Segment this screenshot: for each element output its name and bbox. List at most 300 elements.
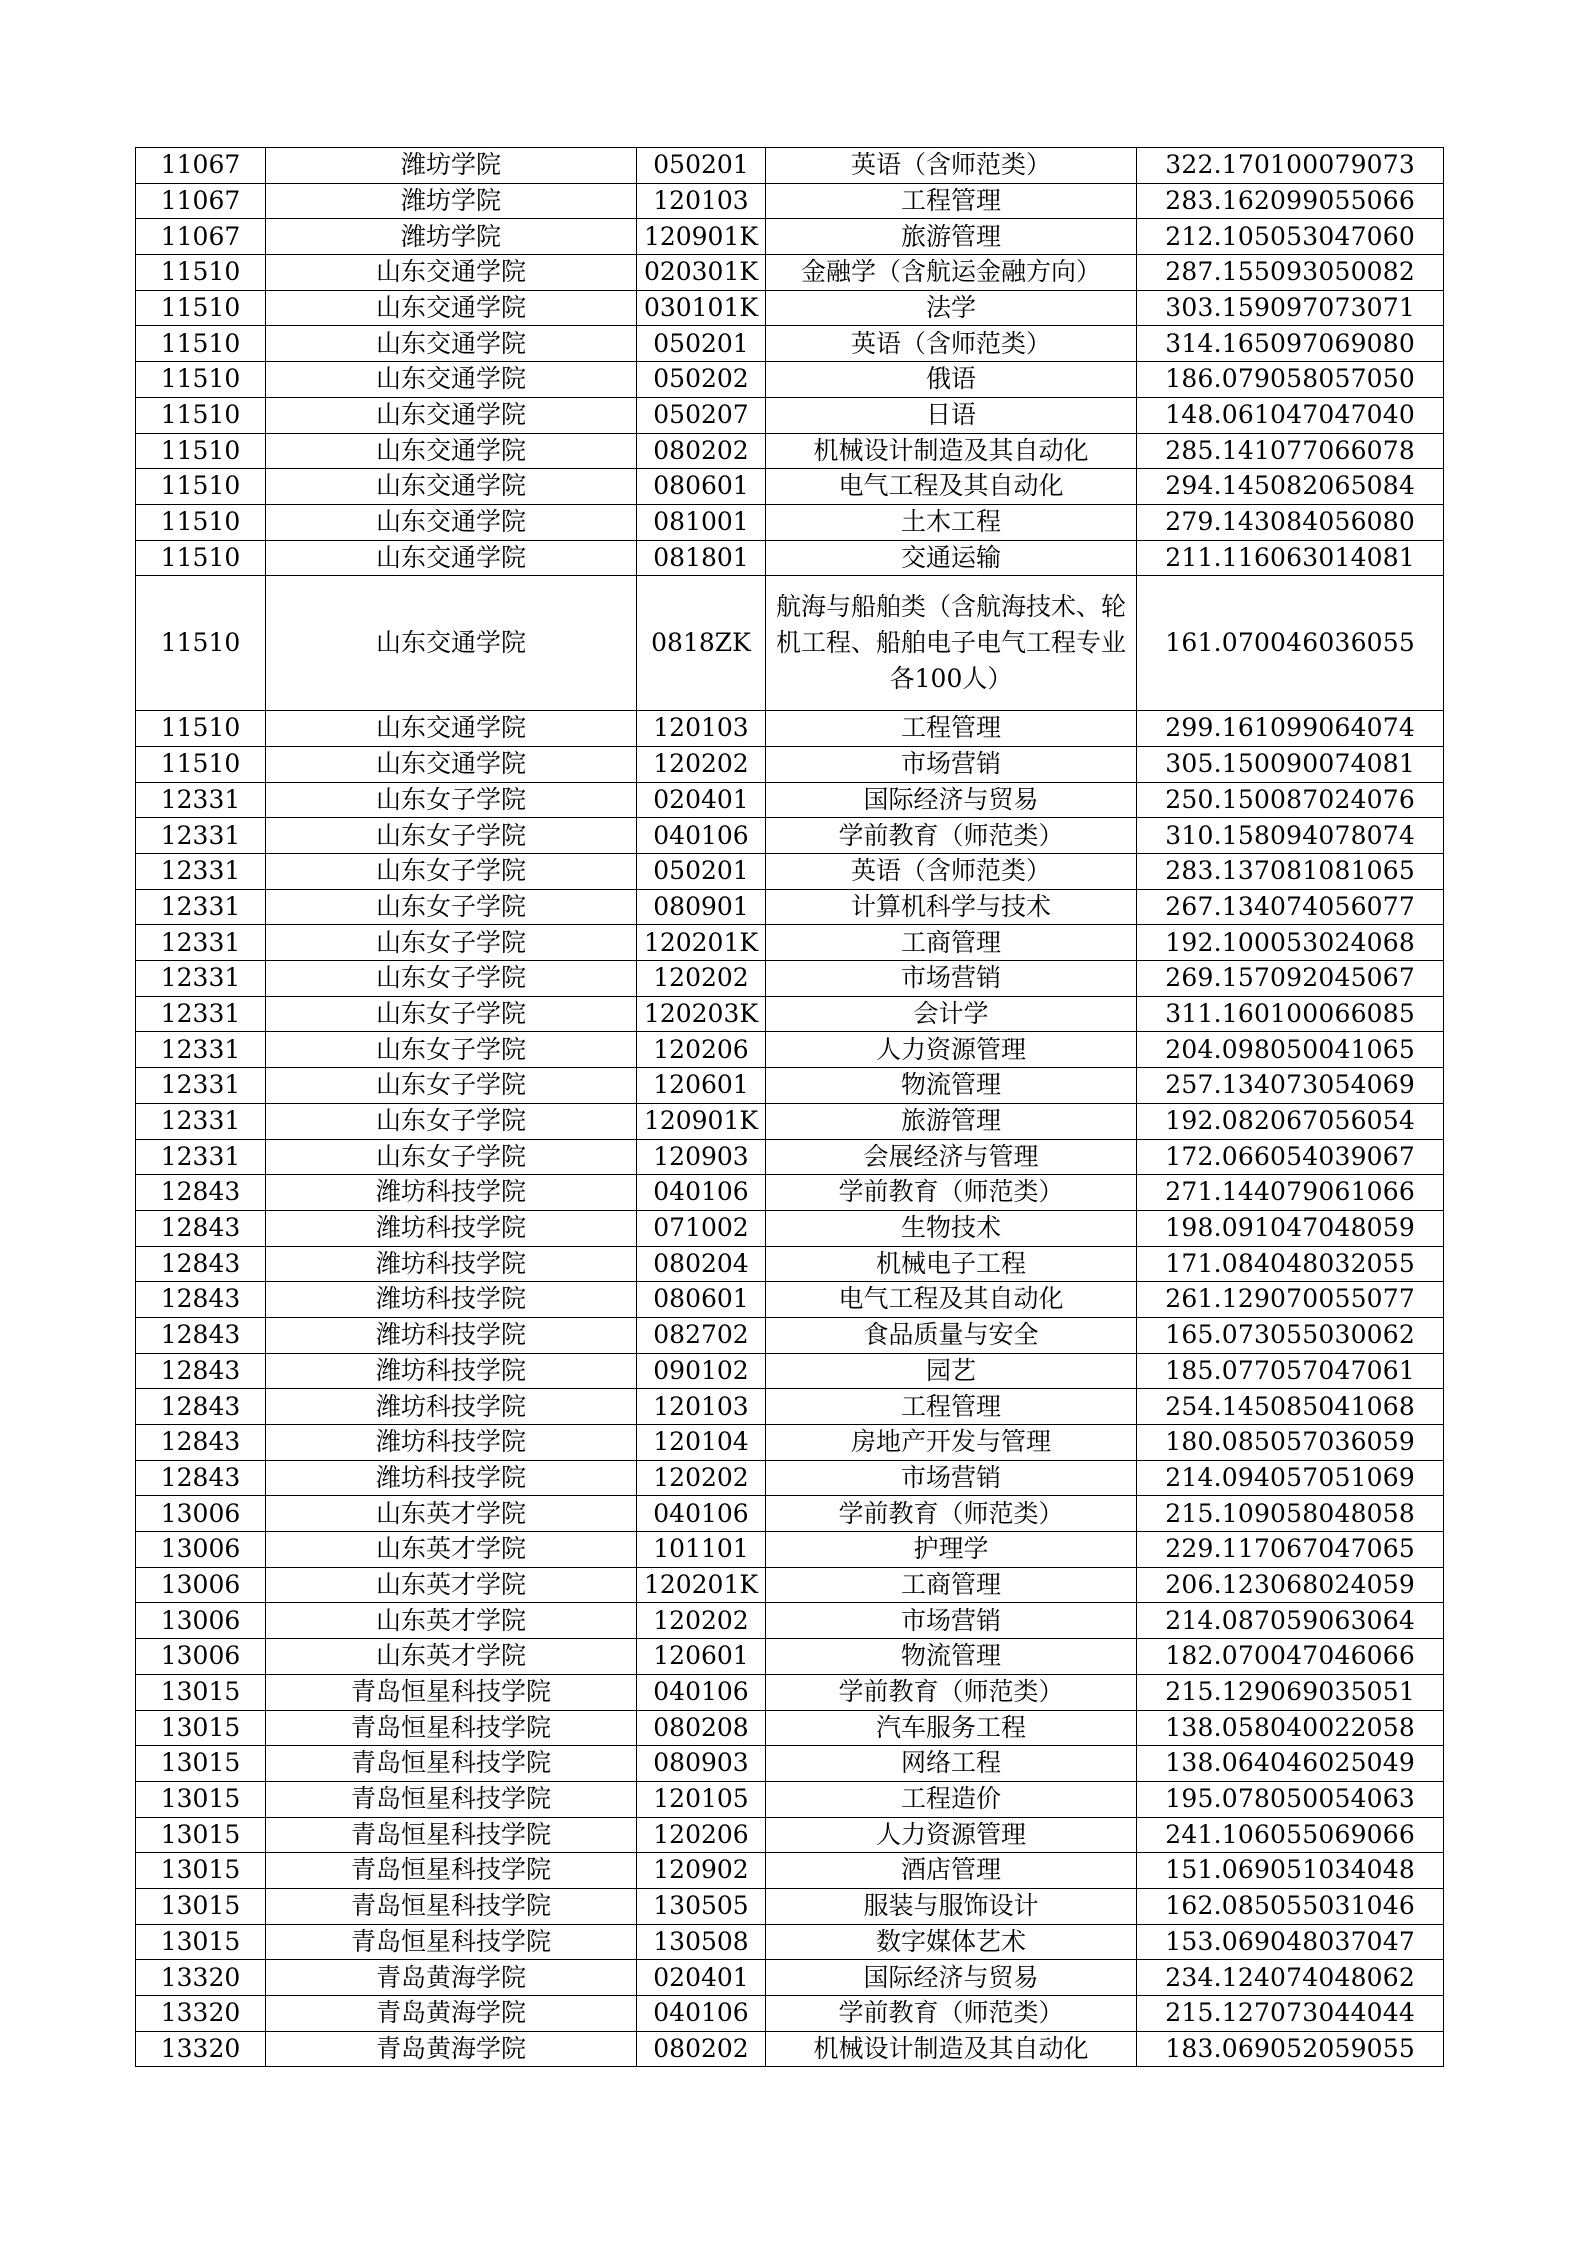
school-code-cell: 11510 [136,469,266,505]
major-name-cell: 英语（含师范类） [766,148,1137,184]
score-cell: 171.084048032055 [1137,1246,1444,1282]
table-row [136,1496,1444,1532]
score-cell: 229.117067047065 [1137,1532,1444,1568]
major-name-cell: 汽车服务工程 [766,1710,1137,1746]
major-name-cell: 工商管理 [766,1567,1137,1603]
major-code-cell: 020401 [637,782,766,818]
school-code-cell: 12331 [136,1068,266,1104]
table-row [136,1389,1444,1425]
major-code-cell: 120901K [637,219,766,255]
school-name-cell: 山东交通学院 [266,746,637,782]
school-code-cell: 12843 [136,1282,266,1318]
school-code-cell: 12331 [136,818,266,854]
school-code-cell: 12843 [136,1317,266,1353]
major-code-cell: 080202 [637,2031,766,2067]
score-cell: 206.123068024059 [1137,1567,1444,1603]
table-row [136,1532,1444,1568]
major-name-cell: 房地产开发与管理 [766,1425,1137,1461]
score-cell: 214.087059063064 [1137,1603,1444,1639]
school-name-cell: 山东英才学院 [266,1567,637,1603]
major-name-cell: 物流管理 [766,1639,1137,1675]
school-name-cell: 山东女子学院 [266,925,637,961]
school-name-cell: 青岛恒星科技学院 [266,1674,637,1710]
school-code-cell: 11510 [136,433,266,469]
score-cell: 267.134074056077 [1137,889,1444,925]
score-cell: 311.160100066085 [1137,996,1444,1032]
table-row [136,255,1444,291]
school-code-cell: 13006 [136,1532,266,1568]
major-name-cell: 机械设计制造及其自动化 [766,433,1137,469]
table-row [136,504,1444,540]
major-code-cell: 120902 [637,1853,766,1889]
major-code-cell: 040106 [637,1674,766,1710]
table-row [136,711,1444,747]
score-cell: 198.091047048059 [1137,1210,1444,1246]
school-name-cell: 潍坊科技学院 [266,1389,637,1425]
school-code-cell: 12331 [136,854,266,890]
score-cell: 151.069051034048 [1137,1853,1444,1889]
major-name-cell: 英语（含师范类） [766,854,1137,890]
major-name-cell: 学前教育（师范类） [766,1496,1137,1532]
score-cell: 294.145082065084 [1137,469,1444,505]
score-cell: 261.129070055077 [1137,1282,1444,1318]
major-code-cell: 080601 [637,1282,766,1318]
school-name-cell: 青岛恒星科技学院 [266,1817,637,1853]
school-name-cell: 山东交通学院 [266,433,637,469]
major-code-cell: 080901 [637,889,766,925]
school-code-cell: 13015 [136,1746,266,1782]
school-code-cell: 12843 [136,1353,266,1389]
major-name-cell: 会计学 [766,996,1137,1032]
major-name-cell: 国际经济与贸易 [766,1960,1137,1996]
score-cell: 250.150087024076 [1137,782,1444,818]
school-code-cell: 13320 [136,1996,266,2032]
table-row [136,1960,1444,1996]
score-cell: 254.145085041068 [1137,1389,1444,1425]
school-code-cell: 12843 [136,1389,266,1425]
school-code-cell: 13015 [136,1710,266,1746]
score-cell: 215.129069035051 [1137,1674,1444,1710]
school-code-cell: 12331 [136,961,266,997]
major-name-cell: 物流管理 [766,1068,1137,1104]
table-row [136,433,1444,469]
table-row [136,1425,1444,1461]
school-code-cell: 13015 [136,1674,266,1710]
school-code-cell: 11510 [136,290,266,326]
major-code-cell: 080204 [637,1246,766,1282]
major-name-cell: 护理学 [766,1532,1137,1568]
school-name-cell: 山东女子学院 [266,1103,637,1139]
school-code-cell: 11510 [136,326,266,362]
school-name-cell: 青岛恒星科技学院 [266,1710,637,1746]
school-code-cell: 11510 [136,576,266,711]
score-cell: 299.161099064074 [1137,711,1444,747]
major-code-cell: 050201 [637,148,766,184]
score-cell: 148.061047047040 [1137,397,1444,433]
score-cell: 165.073055030062 [1137,1317,1444,1353]
major-code-cell: 050207 [637,397,766,433]
school-name-cell: 山东交通学院 [266,540,637,576]
score-cell: 138.058040022058 [1137,1710,1444,1746]
major-code-cell: 120103 [637,1389,766,1425]
score-cell: 214.094057051069 [1137,1460,1444,1496]
school-name-cell: 山东女子学院 [266,818,637,854]
major-code-cell: 082702 [637,1317,766,1353]
admission-score-table [135,147,1444,2067]
school-name-cell: 山东交通学院 [266,397,637,433]
table-row [136,854,1444,890]
major-code-cell: 120203K [637,996,766,1032]
major-name-cell: 生物技术 [766,1210,1137,1246]
major-name-cell: 学前教育（师范类） [766,1674,1137,1710]
major-name-cell: 计算机科学与技术 [766,889,1137,925]
score-cell: 138.064046025049 [1137,1746,1444,1782]
table-row [136,1210,1444,1246]
table-row [136,1317,1444,1353]
score-cell: 192.100053024068 [1137,925,1444,961]
score-cell: 212.105053047060 [1137,219,1444,255]
major-name-cell: 交通运输 [766,540,1137,576]
score-cell: 314.165097069080 [1137,326,1444,362]
school-name-cell: 潍坊科技学院 [266,1175,637,1211]
major-code-cell: 050202 [637,362,766,398]
major-name-cell: 市场营销 [766,1603,1137,1639]
major-code-cell: 120104 [637,1425,766,1461]
school-code-cell: 12331 [136,1103,266,1139]
major-code-cell: 120103 [637,183,766,219]
school-name-cell: 青岛恒星科技学院 [266,1781,637,1817]
major-name-cell: 电气工程及其自动化 [766,1282,1137,1318]
score-cell: 310.158094078074 [1137,818,1444,854]
major-name-cell: 市场营销 [766,1460,1137,1496]
school-name-cell: 山东英才学院 [266,1639,637,1675]
school-code-cell: 12843 [136,1175,266,1211]
major-name-cell: 人力资源管理 [766,1032,1137,1068]
major-code-cell: 030101K [637,290,766,326]
table-row [136,1781,1444,1817]
score-cell: 162.085055031046 [1137,1888,1444,1924]
major-name-cell: 工程造价 [766,1781,1137,1817]
school-code-cell: 13320 [136,1960,266,1996]
major-code-cell: 040106 [637,1496,766,1532]
school-name-cell: 青岛黄海学院 [266,2031,637,2067]
school-code-cell: 12843 [136,1460,266,1496]
school-name-cell: 山东女子学院 [266,1139,637,1175]
school-code-cell: 12331 [136,1032,266,1068]
school-name-cell: 山东交通学院 [266,255,637,291]
table-row [136,1567,1444,1603]
major-code-cell: 120202 [637,961,766,997]
score-cell: 211.116063014081 [1137,540,1444,576]
table-row [136,1460,1444,1496]
table-row [136,1246,1444,1282]
major-code-cell: 080208 [637,1710,766,1746]
major-name-cell: 学前教育（师范类） [766,1175,1137,1211]
major-name-cell: 机械电子工程 [766,1246,1137,1282]
major-code-cell: 101101 [637,1532,766,1568]
table-row [136,925,1444,961]
table-row [136,1924,1444,1960]
school-name-cell: 山东英才学院 [266,1532,637,1568]
major-code-cell: 081001 [637,504,766,540]
table-row [136,1888,1444,1924]
school-name-cell: 山东交通学院 [266,469,637,505]
score-cell: 234.124074048062 [1137,1960,1444,1996]
major-name-cell: 服装与服饰设计 [766,1888,1137,1924]
score-cell: 195.078050054063 [1137,1781,1444,1817]
table-row [136,183,1444,219]
table-row [136,889,1444,925]
school-code-cell: 13006 [136,1567,266,1603]
school-name-cell: 山东女子学院 [266,996,637,1032]
major-code-cell: 120206 [637,1032,766,1068]
school-name-cell: 潍坊科技学院 [266,1246,637,1282]
table-row [136,397,1444,433]
major-code-cell: 071002 [637,1210,766,1246]
major-name-cell: 旅游管理 [766,219,1137,255]
school-code-cell: 13015 [136,1924,266,1960]
table-row [136,469,1444,505]
table-body [136,148,1444,2067]
major-name-cell: 市场营销 [766,961,1137,997]
school-name-cell: 青岛黄海学院 [266,1996,637,2032]
school-code-cell: 11510 [136,504,266,540]
table-row [136,961,1444,997]
major-code-cell: 120202 [637,1460,766,1496]
school-code-cell: 11510 [136,711,266,747]
school-name-cell: 青岛黄海学院 [266,1960,637,1996]
school-code-cell: 12331 [136,996,266,1032]
school-code-cell: 11067 [136,219,266,255]
major-code-cell: 120201K [637,1567,766,1603]
major-code-cell: 120105 [637,1781,766,1817]
school-code-cell: 12331 [136,782,266,818]
school-code-cell: 12331 [136,925,266,961]
school-name-cell: 青岛恒星科技学院 [266,1888,637,1924]
score-cell: 257.134073054069 [1137,1068,1444,1104]
score-cell: 287.155093050082 [1137,255,1444,291]
school-name-cell: 潍坊科技学院 [266,1282,637,1318]
major-code-cell: 120903 [637,1139,766,1175]
table-row [136,1746,1444,1782]
score-cell: 303.159097073071 [1137,290,1444,326]
school-code-cell: 12331 [136,1139,266,1175]
school-code-cell: 13320 [136,2031,266,2067]
major-name-cell: 土木工程 [766,504,1137,540]
score-cell: 204.098050041065 [1137,1032,1444,1068]
table-row [136,746,1444,782]
major-name-cell: 电气工程及其自动化 [766,469,1137,505]
score-cell: 180.085057036059 [1137,1425,1444,1461]
school-code-cell: 11510 [136,397,266,433]
major-name-cell: 工程管理 [766,711,1137,747]
school-name-cell: 青岛恒星科技学院 [266,1853,637,1889]
table-row [136,1710,1444,1746]
school-name-cell: 山东女子学院 [266,889,637,925]
table-row [136,1103,1444,1139]
major-name-cell: 日语 [766,397,1137,433]
school-code-cell: 11510 [136,362,266,398]
school-code-cell: 12843 [136,1246,266,1282]
table-row [136,1068,1444,1104]
school-name-cell: 山东女子学院 [266,1032,637,1068]
school-code-cell: 13006 [136,1496,266,1532]
major-name-cell: 市场营销 [766,746,1137,782]
school-name-cell: 潍坊科技学院 [266,1210,637,1246]
school-name-cell: 潍坊学院 [266,148,637,184]
major-name-cell: 园艺 [766,1353,1137,1389]
score-cell: 283.137081081065 [1137,854,1444,890]
major-name-cell: 航海与船舶类（含航海技术、轮机工程、船舶电子电气工程专业各100人） [766,576,1137,711]
school-name-cell: 山东交通学院 [266,504,637,540]
school-code-cell: 11067 [136,148,266,184]
major-code-cell: 080202 [637,433,766,469]
major-code-cell: 120206 [637,1817,766,1853]
score-cell: 182.070047046066 [1137,1639,1444,1675]
major-name-cell: 学前教育（师范类） [766,818,1137,854]
major-name-cell: 机械设计制造及其自动化 [766,2031,1137,2067]
major-code-cell: 040106 [637,1175,766,1211]
school-name-cell: 潍坊科技学院 [266,1353,637,1389]
major-code-cell: 120901K [637,1103,766,1139]
table-row [136,326,1444,362]
school-name-cell: 山东英才学院 [266,1496,637,1532]
table-row [136,1139,1444,1175]
table-row [136,540,1444,576]
major-code-cell: 130505 [637,1888,766,1924]
table-row [136,290,1444,326]
major-code-cell: 120103 [637,711,766,747]
school-code-cell: 11067 [136,183,266,219]
major-name-cell: 国际经济与贸易 [766,782,1137,818]
score-cell: 322.170100079073 [1137,148,1444,184]
major-name-cell: 酒店管理 [766,1853,1137,1889]
school-name-cell: 山东交通学院 [266,290,637,326]
major-name-cell: 食品质量与安全 [766,1317,1137,1353]
school-code-cell: 13006 [136,1639,266,1675]
score-cell: 269.157092045067 [1137,961,1444,997]
major-code-cell: 080601 [637,469,766,505]
major-code-cell: 081801 [637,540,766,576]
school-code-cell: 13015 [136,1888,266,1924]
school-name-cell: 山东交通学院 [266,326,637,362]
major-code-cell: 080903 [637,1746,766,1782]
score-cell: 279.143084056080 [1137,504,1444,540]
school-code-cell: 13015 [136,1853,266,1889]
school-code-cell: 11510 [136,746,266,782]
score-cell: 285.141077066078 [1137,433,1444,469]
table-row [136,362,1444,398]
major-code-cell: 130508 [637,1924,766,1960]
school-name-cell: 山东交通学院 [266,711,637,747]
score-cell: 161.070046036055 [1137,576,1444,711]
table-row [136,1603,1444,1639]
school-name-cell: 山东英才学院 [266,1603,637,1639]
major-name-cell: 工商管理 [766,925,1137,961]
major-name-cell: 法学 [766,290,1137,326]
major-name-cell: 旅游管理 [766,1103,1137,1139]
table-row [136,148,1444,184]
score-cell: 153.069048037047 [1137,1924,1444,1960]
major-code-cell: 020401 [637,1960,766,1996]
school-name-cell: 潍坊科技学院 [266,1460,637,1496]
school-code-cell: 12843 [136,1210,266,1246]
school-name-cell: 山东交通学院 [266,362,637,398]
major-name-cell: 工程管理 [766,183,1137,219]
major-code-cell: 120202 [637,1603,766,1639]
table-row [136,1674,1444,1710]
major-code-cell: 120601 [637,1068,766,1104]
score-cell: 185.077057047061 [1137,1353,1444,1389]
table-row [136,1175,1444,1211]
table-row [136,1282,1444,1318]
score-cell: 271.144079061066 [1137,1175,1444,1211]
major-name-cell: 俄语 [766,362,1137,398]
score-cell: 215.109058048058 [1137,1496,1444,1532]
score-cell: 215.127073044044 [1137,1996,1444,2032]
major-code-cell: 0818ZK [637,576,766,711]
table-row [136,1817,1444,1853]
major-code-cell: 120201K [637,925,766,961]
table-row [136,2031,1444,2067]
major-code-cell: 120601 [637,1639,766,1675]
school-name-cell: 山东女子学院 [266,854,637,890]
major-name-cell: 数字媒体艺术 [766,1924,1137,1960]
school-code-cell: 11510 [136,540,266,576]
school-name-cell: 潍坊科技学院 [266,1317,637,1353]
school-code-cell: 12331 [136,889,266,925]
table-row [136,219,1444,255]
table-row [136,1853,1444,1889]
school-name-cell: 山东交通学院 [266,576,637,711]
table-row [136,576,1444,711]
major-name-cell: 英语（含师范类） [766,326,1137,362]
school-code-cell: 13006 [136,1603,266,1639]
school-code-cell: 13015 [136,1781,266,1817]
score-cell: 192.082067056054 [1137,1103,1444,1139]
school-name-cell: 山东女子学院 [266,1068,637,1104]
major-name-cell: 工程管理 [766,1389,1137,1425]
major-code-cell: 120202 [637,746,766,782]
major-code-cell: 050201 [637,326,766,362]
major-code-cell: 020301K [637,255,766,291]
score-cell: 241.106055069066 [1137,1817,1444,1853]
school-code-cell: 11510 [136,255,266,291]
major-code-cell: 050201 [637,854,766,890]
major-name-cell: 金融学（含航运金融方向） [766,255,1137,291]
school-code-cell: 12843 [136,1425,266,1461]
major-name-cell: 人力资源管理 [766,1817,1137,1853]
major-name-cell: 网络工程 [766,1746,1137,1782]
school-name-cell: 山东女子学院 [266,782,637,818]
school-code-cell: 13015 [136,1817,266,1853]
table-row [136,1353,1444,1389]
score-cell: 186.079058057050 [1137,362,1444,398]
score-cell: 172.066054039067 [1137,1139,1444,1175]
major-name-cell: 学前教育（师范类） [766,1996,1137,2032]
table-row [136,1032,1444,1068]
school-name-cell: 潍坊学院 [266,183,637,219]
score-cell: 183.069052059055 [1137,2031,1444,2067]
major-code-cell: 040106 [637,1996,766,2032]
school-name-cell: 青岛恒星科技学院 [266,1746,637,1782]
major-code-cell: 040106 [637,818,766,854]
major-name-cell: 会展经济与管理 [766,1139,1137,1175]
table-row [136,1639,1444,1675]
school-name-cell: 潍坊科技学院 [266,1425,637,1461]
score-cell: 283.162099055066 [1137,183,1444,219]
table-row [136,1996,1444,2032]
